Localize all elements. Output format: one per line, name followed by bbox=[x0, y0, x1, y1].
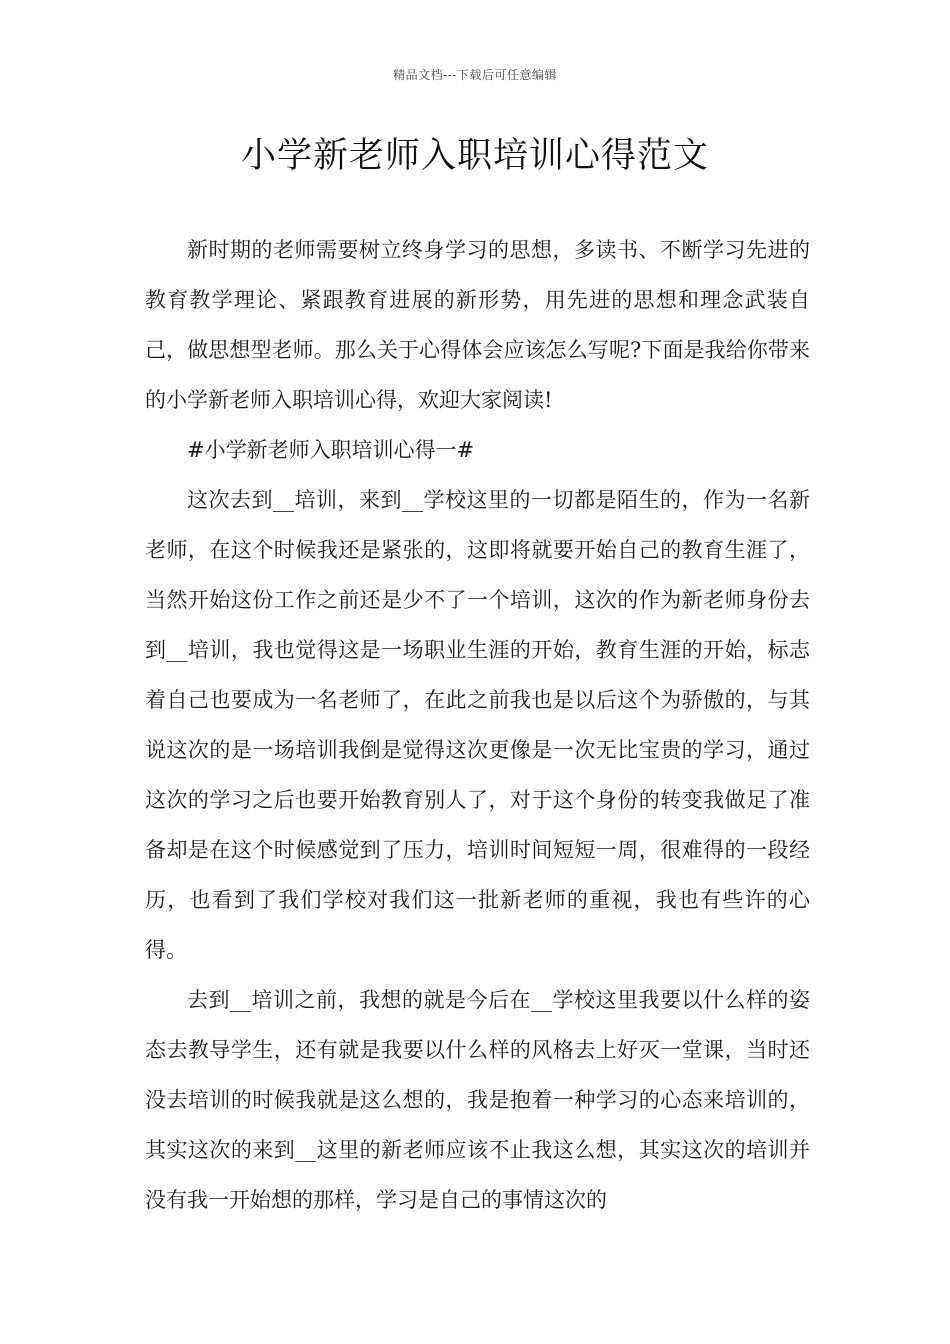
paragraph-intro: 新时期的老师需要树立终身学习的思想，多读书、不断学习先进的教育教学理论、紧跟教育进展的新形势，用先进的思想和理念武装自己，做思想型老师。那么关于心得体会应该怎么写呢?下面是我给你带来的小学新老师入职培训心得，欢迎大家阅读! bbox=[145, 238, 810, 412]
header-note: 精品文档---下载后可任意编辑 bbox=[393, 68, 557, 82]
paragraph-body-2: 去到__培训之前，我想的就是今后在__学校这里我要以什么样的姿态去教导学生，还有就是我要以什么样的风格去上好灭一堂课，当时还没去培训的时候我就是这么想的，我是抱着一种学习的心态来培训的，其实这次的来到__这里的新老师应该不止我这么想，其实这次的培训并没有我一开始想的那样，学习是自己的事情这次的 bbox=[145, 988, 810, 1212]
document-title: 小学新老师入职培训心得范文 bbox=[240, 136, 709, 176]
section-heading: #小学新老师入职培训心得一# bbox=[187, 438, 475, 462]
paragraph-body-1: 这次去到__培训，来到__学校这里的一切都是陌生的，作为一名新老师，在这个时候我还是紧张的，这即将就要开始自己的教育生涯了，当然开始这份工作之前还是少不了一个培训，这次的作为新老师身份去到__培训，我也觉得这是一场职业生涯的开始，教育生涯的开始，标志着自己也要成为一名老师了，在此之前我也是以后这个为骄傲的，与其说这次的是一场培训我倒是觉得这次更像是一次无比宝贵的学习，通过这次的学习之后也要开始教育别人了，对于这个身份的转变我做足了准备却是在这个时候感觉到了压力，培训时间短短一周，很难得的一段经历，也看到了我们学校对我们这一批新老师的重视，我也有些许的心得。 bbox=[145, 488, 810, 962]
document-body bbox=[145, 225, 810, 1225]
